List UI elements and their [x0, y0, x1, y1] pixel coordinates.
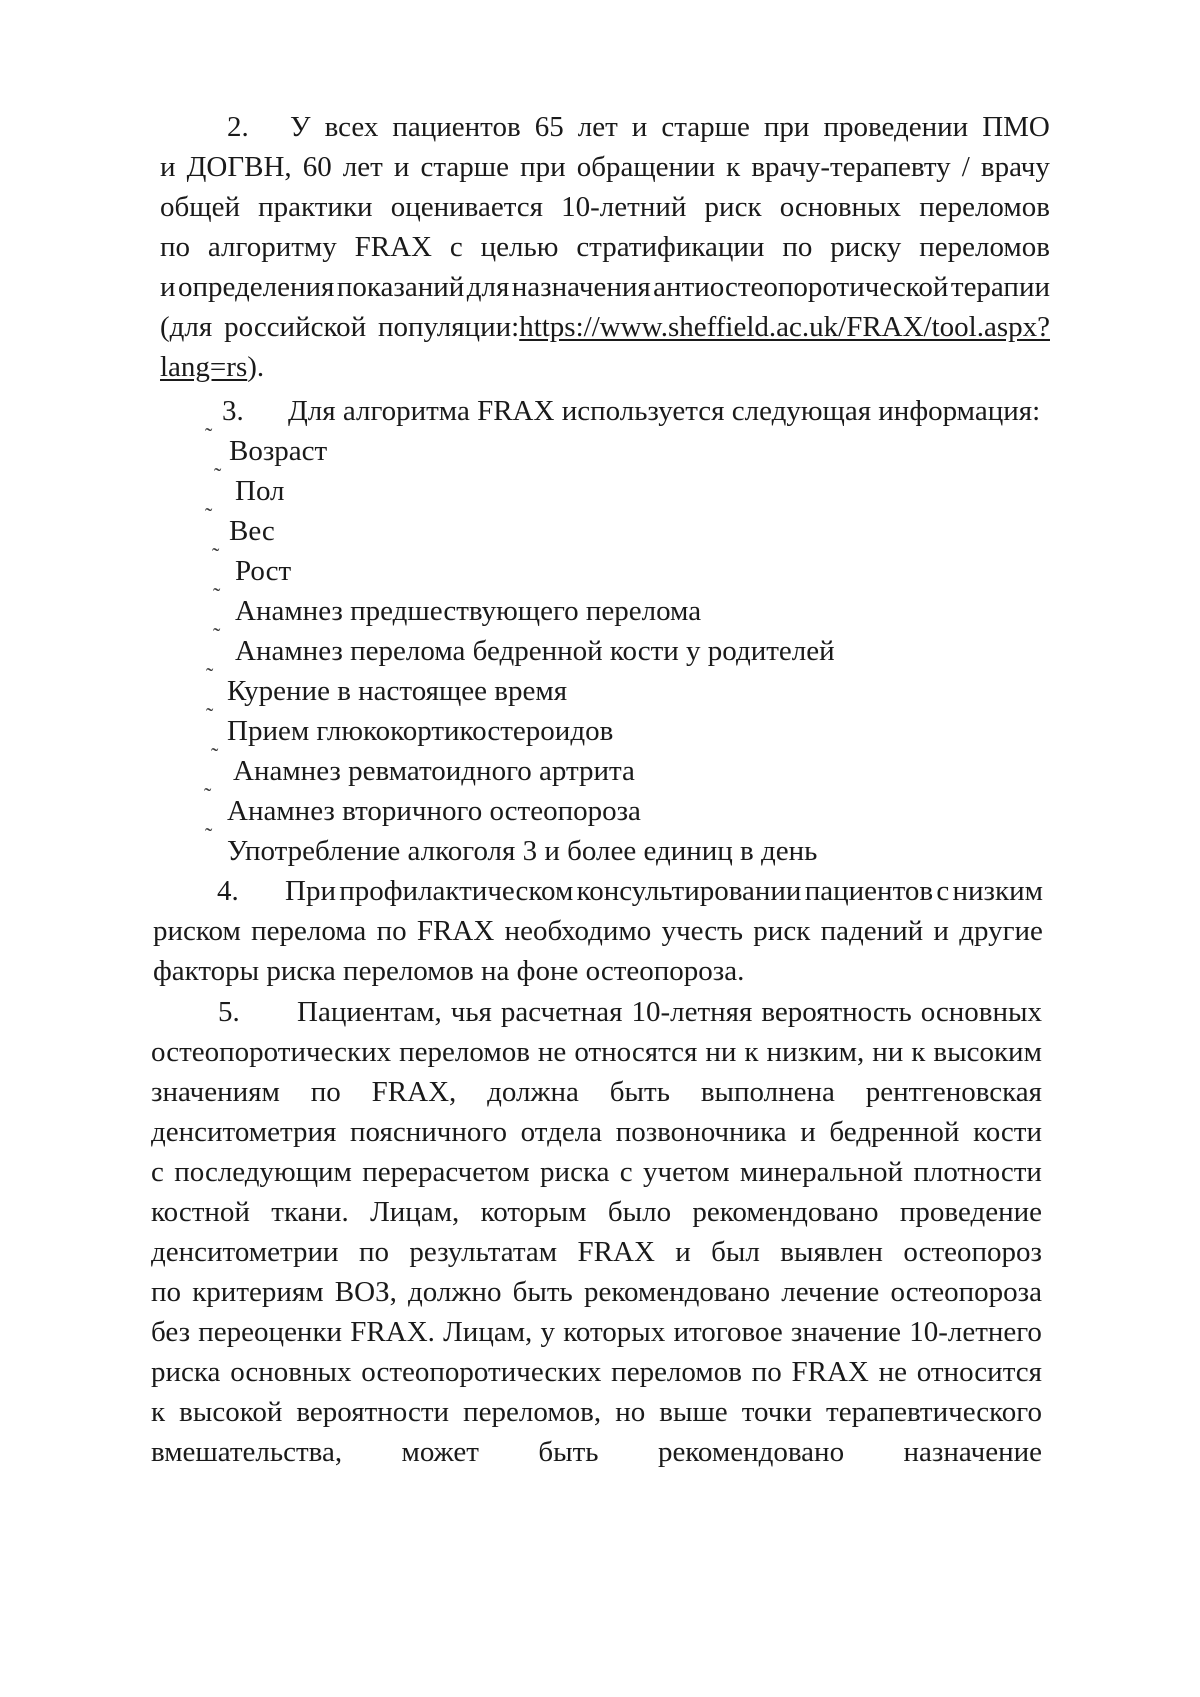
paragraph-5-line-9: без переоценки FRAX. Лицам, у которых итоговое значение 10-летнего — [151, 1316, 1042, 1348]
list-item: Рост — [235, 555, 292, 587]
tilde-bullet-icon: ˜ — [214, 463, 222, 488]
paragraph-2-line-2: и ДОГВН, 60 лет и старше при обращении к врачу-терапевту / врачу — [160, 151, 1050, 183]
paragraph-5-line-2: остеопоротических переломов не относятся ни к низким, ни к высоким — [151, 1036, 1042, 1068]
list-item: Пол — [235, 475, 285, 507]
tilde-bullet-icon: ˜ — [205, 423, 213, 448]
tilde-bullet-icon: ˜ — [213, 583, 221, 608]
paragraph-5-line-10: риска основных остеопоротических переломов по FRAX не относится — [151, 1356, 1042, 1388]
paragraph-2-line-1: У всех пациентов 65 лет и старше при проведении ПМО — [290, 111, 1050, 143]
paragraph-5-line-5: с последующим перерасчетом риска с учетом минеральной плотности — [151, 1156, 1042, 1188]
paragraph-5-line-4: денситометрия поясничного отдела позвоночника и бедренной кости — [151, 1116, 1042, 1148]
list-item: Вес — [229, 515, 275, 547]
paragraph-2-line-7 — [160, 349, 264, 385]
paragraph-5-line-6: костной ткани. Лицам, которым было рекомендовано проведение — [151, 1196, 1042, 1228]
tilde-bullet-icon: ˜ — [205, 823, 213, 848]
tilde-bullet-icon: ˜ — [212, 543, 220, 568]
list-item: Анамнез предшествующего перелома — [235, 595, 702, 627]
paragraph-5-line-11: к высокой вероятности переломов, но выше точки терапевтического — [151, 1396, 1042, 1428]
tilde-bullet-icon: ˜ — [211, 743, 219, 768]
paragraph-2-line-5: и определения показаний для назначения антиостеопоротической терапии — [160, 271, 1050, 303]
paragraph-5-line-12: вмешательства, может быть рекомендовано назначение — [151, 1436, 1042, 1468]
paragraph-2-number: 2. — [227, 111, 249, 143]
tilde-bullet-icon: ˜ — [206, 663, 214, 688]
frax-link-part-2[interactable]: lang=rs — [160, 351, 248, 383]
tilde-bullet-icon: ˜ — [205, 503, 213, 528]
paragraph-5-line-8: по критериям ВОЗ, должно быть рекомендовано лечение остеопороза — [151, 1276, 1042, 1308]
tilde-bullet-icon: ˜ — [204, 783, 212, 808]
paragraph-2-link-prefix: (для российской популяции: — [160, 311, 520, 343]
paragraph-5-line-3: значениям по FRAX, должна быть выполнена рентгеновская — [151, 1076, 1042, 1108]
paragraph-4-line-2: риском перелома по FRAX необходимо учесть риск падений и другие — [153, 915, 1043, 947]
tilde-bullet-icon: ˜ — [206, 703, 214, 728]
paragraph-5-line-1: Пациентам, чья расчетная 10-летняя вероятность основных — [297, 996, 1042, 1028]
paragraph-2-line-4: по алгоритму FRAX с целью стратификации по риску переломов — [160, 231, 1050, 263]
frax-link-part-1[interactable]: https://www.sheffield.ac.uk/FRAX/tool.aspx? — [519, 311, 1050, 343]
paragraph-4-line-3: факторы риска переломов на фоне остеопороза. — [153, 955, 745, 987]
paragraph-5-line-7: денситометрии по результатам FRAX и был выявлен остеопороз — [151, 1236, 1042, 1268]
list-item: Возраст — [229, 435, 328, 467]
tilde-bullet-icon: ˜ — [213, 623, 221, 648]
paragraph-4-line-1: При профилактическом консультировании пациентов с низким — [285, 875, 1043, 907]
paragraph-5-number: 5. — [218, 996, 240, 1028]
paragraph-2-line-6 — [160, 309, 1050, 345]
list-item: Анамнез перелома бедренной кости у родителей — [235, 635, 835, 667]
list-item: Прием глюкокортикостероидов — [227, 715, 614, 747]
paragraph-2-link-suffix: ). — [247, 351, 265, 383]
list-item: Анамнез вторичного остеопороза — [227, 795, 641, 827]
paragraph-3-number: 3. — [222, 395, 244, 427]
list-item: Употребление алкоголя 3 и более единиц в день — [227, 835, 818, 867]
list-item: Анамнез ревматоидного артрита — [233, 755, 635, 787]
list-item: Курение в настоящее время — [227, 675, 568, 707]
paragraph-3-intro: Для алгоритма FRAX используется следующая информация: — [288, 395, 1041, 427]
paragraph-2-line-3: общей практики оценивается 10-летний риск основных переломов — [160, 191, 1050, 223]
paragraph-4-number: 4. — [217, 875, 239, 907]
